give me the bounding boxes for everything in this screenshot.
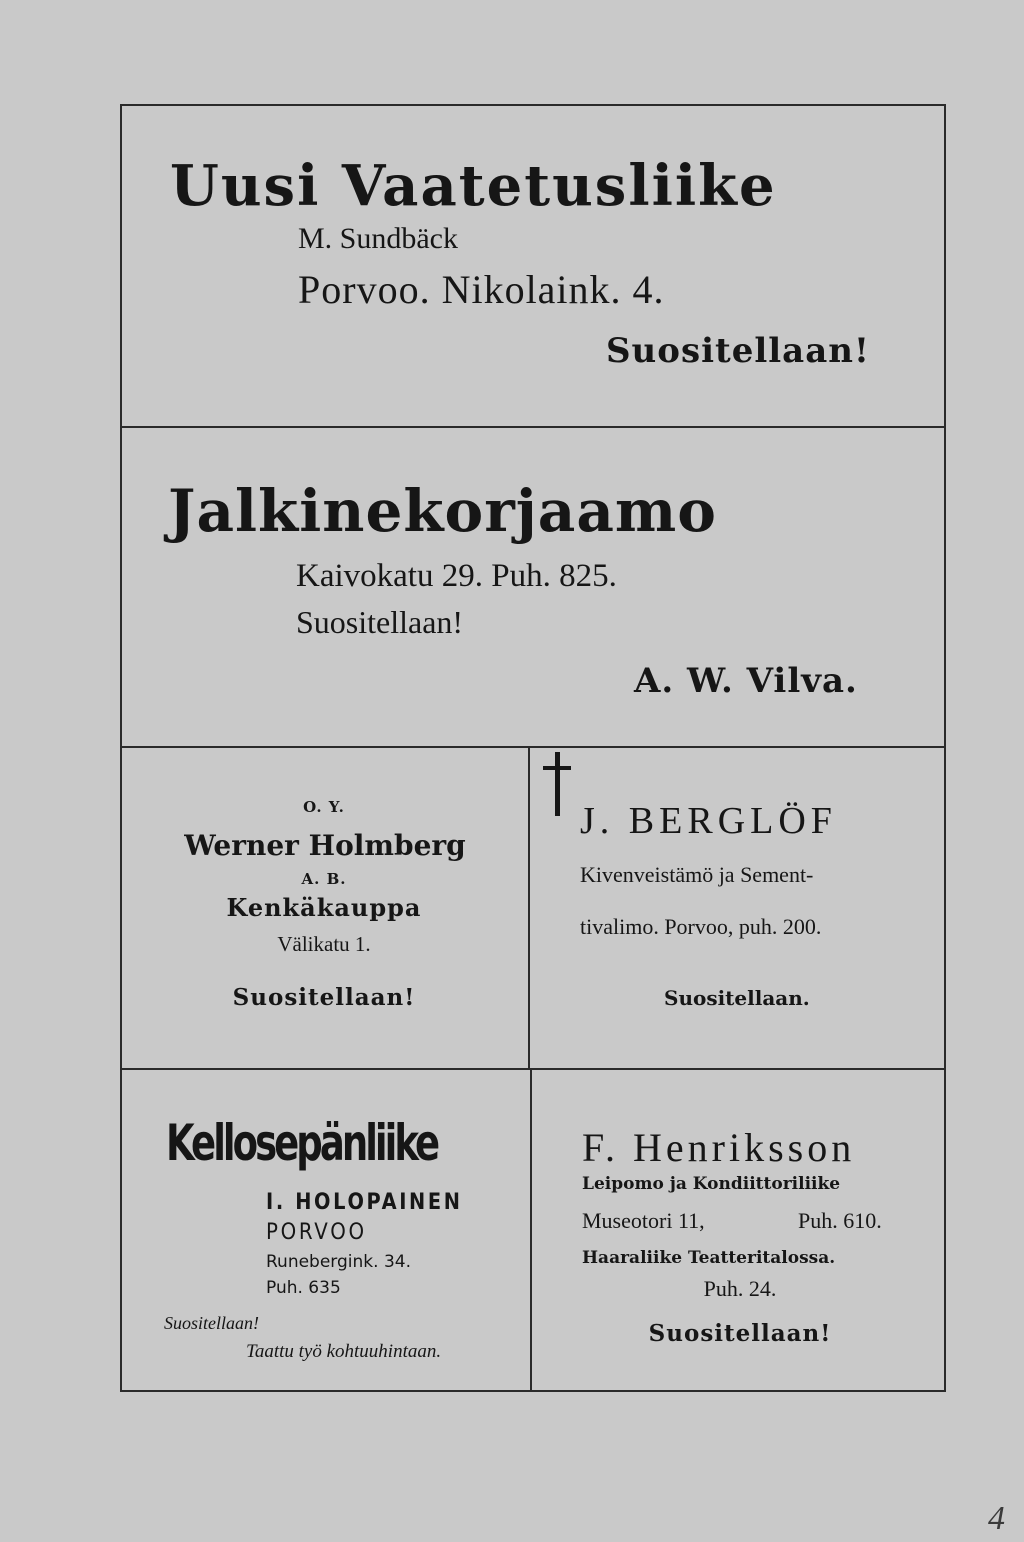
ad-line-2: tivalimo. Porvoo, puh. 200. xyxy=(580,914,822,939)
cross-icon xyxy=(540,752,574,818)
ad-suffix: A. B. xyxy=(301,870,347,888)
ad-title: Jalkinekorjaamo xyxy=(168,477,717,545)
ad-address: Runebergink. 34. xyxy=(266,1252,411,1272)
ad-line-1: Kivenveistämö ja Sement- xyxy=(580,862,814,887)
ad-city: PORVOO xyxy=(266,1220,367,1245)
ad-phone: Puh. 635 xyxy=(266,1278,341,1298)
ad-name: Werner Holmberg xyxy=(184,829,466,862)
ad-recommend: Suositellaan! xyxy=(164,1313,259,1333)
ad-owner: M. Sundbäck xyxy=(298,222,458,255)
page-number: 4 xyxy=(988,1500,1005,1537)
ad-address: Museotori 11, xyxy=(582,1208,705,1233)
ad-title: Uusi Vaatetusliike xyxy=(170,153,777,219)
ad-phone: Puh. 610. xyxy=(798,1208,882,1233)
ad-branch: Haaraliike Teatteritalossa. xyxy=(582,1248,836,1268)
column-divider-2 xyxy=(530,1068,532,1392)
ad-business: Kenkäkauppa xyxy=(226,893,422,922)
ad-address: Välikatu 1. xyxy=(277,932,371,956)
ad-recommend: Suositellaan! xyxy=(232,984,416,1011)
ad-recommend: Suositellaan! xyxy=(606,331,870,371)
ad-slogan: Taattu työ kohtuuhintaan. xyxy=(246,1341,442,1362)
ad-business: Leipomo ja Kondiittoriliike xyxy=(582,1174,841,1194)
divider-3 xyxy=(120,1068,946,1070)
column-divider-1 xyxy=(528,746,530,1068)
ad-recommend: Suositellaan! xyxy=(648,1320,832,1347)
ad-address: Porvoo. Nikolaink. 4. xyxy=(298,267,665,312)
ad-branch-phone: Puh. 24. xyxy=(703,1276,777,1301)
ad-owner: A. W. Vilva. xyxy=(634,661,858,701)
divider-1 xyxy=(120,426,946,428)
ad-name: F. Henriksson xyxy=(582,1125,856,1170)
divider-2 xyxy=(120,746,946,748)
ad-name: J. BERGLÖF xyxy=(580,800,837,842)
ad-title: Kellosepänliike xyxy=(166,1114,438,1172)
ad-recommend: Suositellaan. xyxy=(664,986,810,1010)
ad-prefix: O. Y. xyxy=(303,798,345,816)
ad-recommend: Suositellaan! xyxy=(296,604,464,640)
ad-address: Kaivokatu 29. Puh. 825. xyxy=(296,558,617,594)
ad-owner: I. HOLOPAINEN xyxy=(266,1190,463,1215)
